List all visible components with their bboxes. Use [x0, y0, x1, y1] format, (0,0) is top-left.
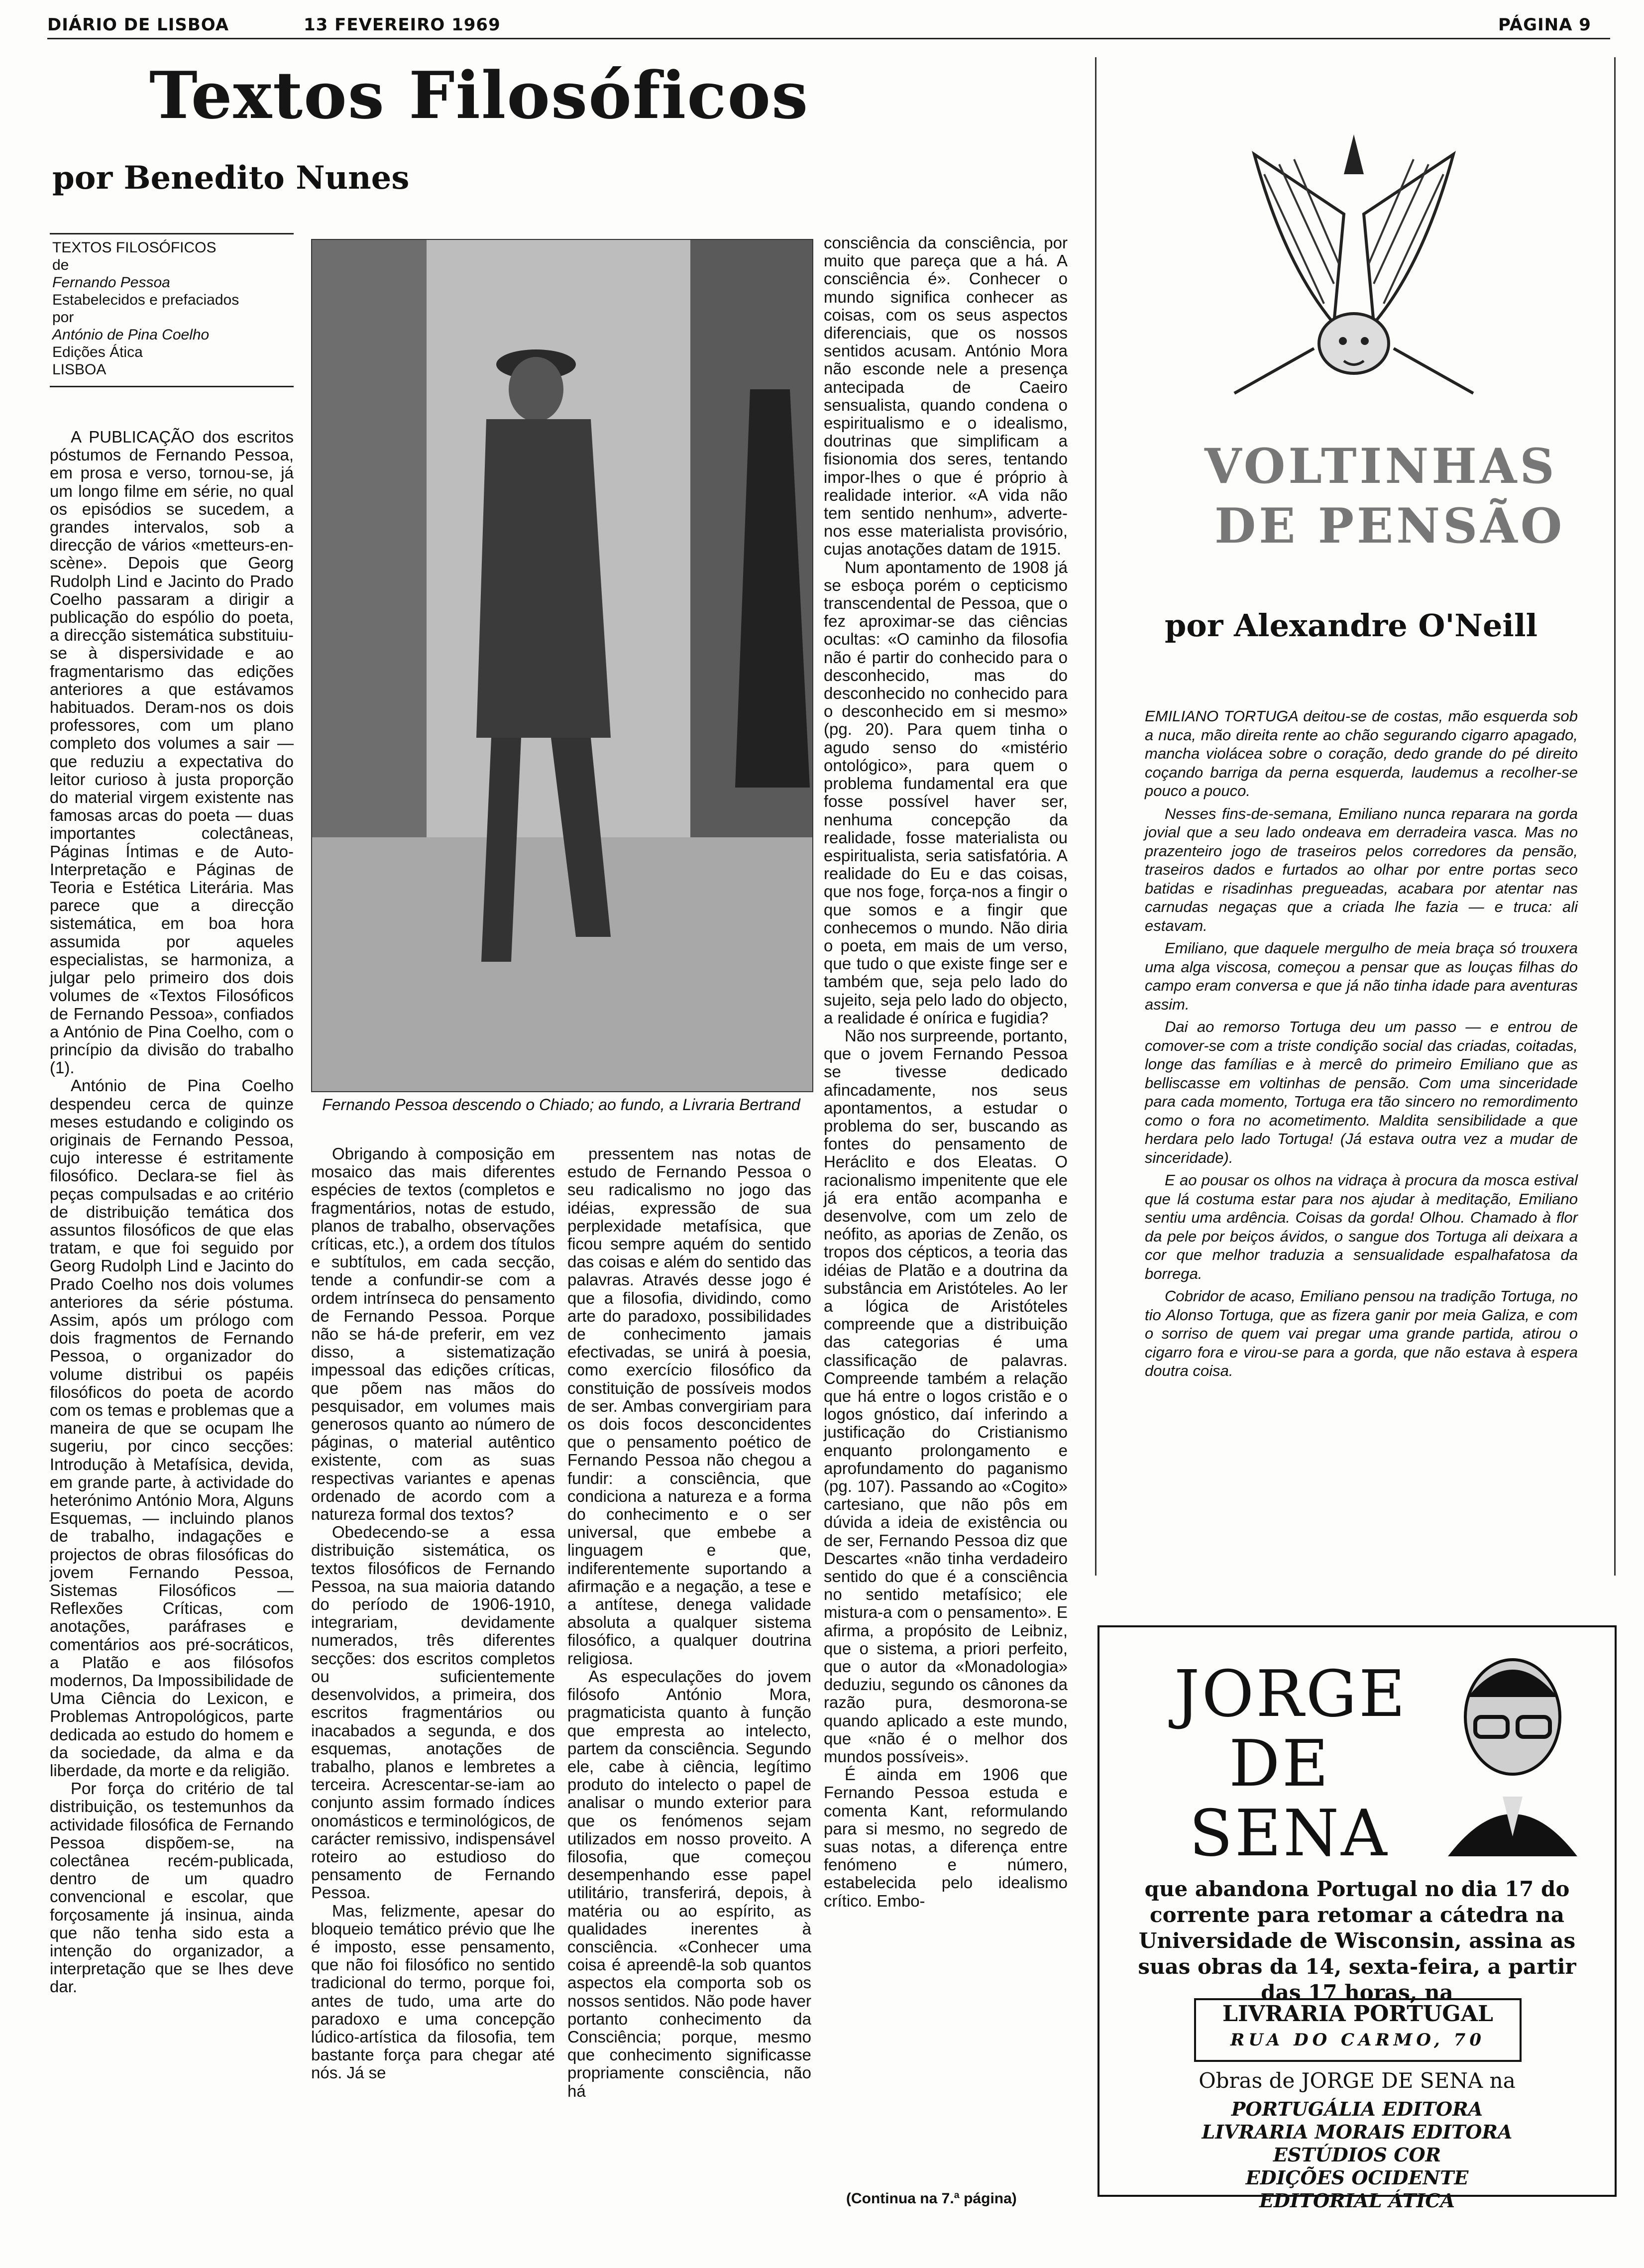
angel-icon — [1224, 114, 1483, 413]
story-paragraph: Dai ao remorso Tortuga deu um passo — e entrou de comover-se com a triste condição social das criadas, coitadas, longe das famílias e à mercê do primeiro Emiliano que as belliscasse em voltinhas de pensão. Com uma sinceridade para cada momento, Tortuga era tão sincero no remordimento como o fora no acometimento. Maldita sensibilidade a que herdara pelo lado Tortuga! (Já estava outra vez a mudar de sinceridade). — [1145, 1018, 1578, 1166]
photo-fernando-pessoa — [311, 239, 813, 1092]
story-paragraph: E ao pousar os olhos na vidraça à procura da mosca estival que lá costuma estar para nos ajudar à meditação, Emiliano sentiu uma ardência. Coisas da gorda! Olhou. Chamado à flor da pele por beiços ávidos, o sangue dos Tortuga ali deixara a cor que melhor traduzia a sensualidade espalhafatosa da borrega. — [1145, 1171, 1578, 1282]
sidebar-byline: por Alexandre O'Neill — [1165, 607, 1538, 644]
article-paragraph: Obrigando à composição em mosaico das mais diferentes espécies de textos (completos e fragmentários, notas de estudo, planos de trabalho, observações críticas, etc.), a ordem dos títulos e subtítulos, em cada secção, tende a confundir-se com a ordem intrínseca do pensamento de Fernando Pessoa. Porque não se há-de preferir, em vez disso, a sistematização impessoal das edições críticas, que põem nas mãos do pesquisador, em volumes mais generosos quanto ao número de páginas, o material autêntico existente, com as suas respectivas variantes e apenas ordenado de acordo com a natureza formal dos textos? — [311, 1144, 555, 1524]
photo-illustration — [312, 240, 812, 1091]
book-info-line: por — [52, 309, 74, 326]
publisher-item: EDIÇÕES OCIDENTE — [1245, 2166, 1469, 2189]
article-paragraph: consciência da consciência, por muito que pareça que a há. A consciência é». Conhecer o mundo significa conhecer as coisas, com os seus aspectos diferenciais, que os nossos sentidos acusam. António Mora não esconde nele a presença antecipada de Caeiro sensualista, quando condena o espiritualismo e o idealismo, doutrinas que simplificam a fisionomia dos seres, tentando impor-lhes o que é próprio à realidade interior. «A vida não tem sentido nenhum», adverte-nos esse materialista provisório, cujas anotações datam de 1915. — [824, 233, 1068, 559]
advert-jorge-de-sena — [1097, 1625, 1617, 2212]
feature-title-line2: DE PENSÃO — [1214, 498, 1565, 554]
book-info-line: de — [52, 257, 69, 273]
article-column-1 — [50, 428, 294, 1996]
author-portrait — [1438, 1647, 1587, 1858]
story-paragraph: Cobridor de acaso, Emiliano pensou na tradição Tortuga, no tio Alonso Tortuga, que as fizera ganir por meia Galiza, e com o sorriso de quem vai pregar uma grande partida, atirou o cigarro fora e virou-se para a gorda, que não estava à espera doutra coisa. — [1145, 1287, 1578, 1379]
photo-caption: Fernando Pessoa descendo o Chiado; ao fundo, a Livraria Bertrand — [322, 1096, 800, 1114]
advert-body: que abandona Portugal no dia 17 do corrente para retomar a cátedra na Universidade de Wisconsin, assina as suas obras da 14, sexta-feira, a partir das 17 horas, na — [1138, 1877, 1576, 2005]
article-column-3 — [567, 1145, 811, 2100]
book-info — [52, 239, 296, 378]
publisher-item: LIVRARIA MORAIS EDITORA — [1202, 2121, 1513, 2143]
story-paragraph: EMILIANO TORTUGA deitou-se de costas, mão esquerda sob a nuca, mão direita rente ao chão segurando cigarro apagado, mancha violácea sobre o coração, dedo grande do pé direito coçando barriga da perna esquerda, laudemus a recolher-se pouco a pouco. — [1145, 707, 1578, 799]
article-paragraph: António de Pina Coelho despendeu cerca de quinze meses estudando e coligindo os originais de Fernando Pessoa, cujo interesse é estritamente filosófico. Declara-se fiel às peças compulsadas e ao critério de distribuição temática dos assuntos filosóficos de que elas tratam, e que foi seguido por Georg Rudolph Lind e Jacinto do Prado Coelho nos dois volumes anteriores da série póstuma. Assim, após um prólogo com dois fragmentos de Fernando Pessoa, o organizador do volume distribui os papéis filosóficos do poeta de acordo com os temas e problemas que a maneira de que se ocupam lhe sugeriu, por cinco secções: Introdução à Metafísica, devida, em grande parte, à actividade do heterónimo António Mora, Alguns Esquemas, — incluindo planos de trabalho, indagações e projectos de obras filosóficas do jovem Fernando Pessoa, Sistemas Filosóficos — Reflexões Críticas, com anotações, paráfrases e comentários aos pré-socráticos, a Platão e aos filósofos modernos, Da Impossibilidade de Uma Ciência do Lexicon, e Problemas Antropológicos, parte dedicada ao estudo do homem e da sociedade, da alma e da liberdade, da morte e da religião. — [50, 1076, 294, 1780]
store-name: LIVRARIA PORTUGAL — [1222, 2001, 1493, 2027]
article-column-2 — [311, 1145, 555, 2082]
story-paragraph: Nesses fins-de-semana, Emiliano nunca reparara na gorda jovial que a seu lado ondeava em derradeira vasca. Mas no prazenteiro jogo de traseiros pelos corredores da pensão, traseiros dados e furtados ao olhar por entre portas seco batidas e risadinhas pregueadas, acabara por atentar nas carnudas negaças que a criada lhe fazia — e truca: ali estavam. — [1145, 804, 1578, 934]
book-info-line: LISBOA — [52, 361, 107, 378]
article-byline: por Benedito Nunes — [52, 159, 410, 197]
works-heading: Obras de JORGE DE SENA na — [1199, 2068, 1516, 2093]
winged-figure-illustration — [1224, 114, 1483, 415]
article-title: Textos Filosóficos — [149, 57, 809, 133]
portrait-illustration — [1438, 1647, 1587, 1856]
publisher-list — [1117, 2098, 1597, 2212]
store-address: RUA DO CARMO, 70 — [1230, 2030, 1485, 2050]
advert-name-line1: JORGE — [1174, 1657, 1408, 1731]
masthead-page: PÁGINA 9 — [1498, 15, 1591, 35]
book-info-line: TEXTOS FILOSÓFICOS — [52, 239, 217, 256]
masthead-date: 13 FEVEREIRO 1969 — [304, 15, 501, 35]
book-info-line: António de Pina Coelho — [52, 327, 210, 343]
book-info-line: Fernando Pessoa — [52, 274, 170, 291]
book-info-rule-bottom — [50, 386, 294, 387]
feature-title-line1: VOLTINHAS — [1205, 438, 1557, 494]
story-paragraph: Emiliano, que daquele mergulho de meia braça só trouxera uma alga viscosa, começou a pensar que as louças filhas do campo eram conversa e que já não tinha idade para aventuras assim. — [1145, 939, 1578, 1013]
article-paragraph: A PUBLICAÇÃO dos escritos póstumos de Fernando Pessoa, em prosa e verso, tornou-se, já um longo filme em série, no qual os episódios se sucedem, a grandes intervalos, sob a direcção de vários «metteurs-en-scène». Depois que Georg Rudolph Lind e Jacinto do Prado Coelho passaram a dirigir a publicação do espólio do poeta, a direcção sistemática substituiu-se à dispersividade e ao fragmentarismo das edições anteriores a que estávamos habituados. Deram-nos os dois professores, com um plano completo dos volumes a sair — que reduziu a expectativa do leitor curioso à justa proporção do material virgem existente nas famosas arcas do poeta — duas importantes colectâneas, Páginas Íntimas e de Auto-Interpretação e Páginas de Teoria e Estética Literária. Mas parece que a direcção sistemática, em boa hora assumida por aqueles especialistas, se harmoniza, a julgar pelo primeiro dos dois volumes de «Textos Filosóficos de Fernando Pessoa», confiados a António de Pina Coelho, com o princípio da divisão do trabalho (1). — [50, 428, 294, 1077]
book-info-line: Estabelecidos e prefaciados — [52, 292, 239, 308]
publisher-item: EDITORIAL ÁTICA — [1259, 2189, 1455, 2212]
advert-name-line2: DE — [1229, 1727, 1331, 1801]
continued-note: (Continua na 7.ª página) — [846, 2190, 1017, 2207]
article-paragraph: É ainda em 1906 que Fernando Pessoa estuda e comenta Kant, reformulando para si mesmo, no segredo de suas notas, a diferença entre fenómeno e número, estabelecida pelo idealismo crítico. Embo- — [824, 1765, 1068, 1910]
sidebar-story — [1145, 707, 1578, 1384]
article-paragraph: Mas, felizmente, apesar do bloqueio temático prévio que lhe é imposto, esse pensamento, que não foi filosófico no sentido tradicional do termo, porque foi, antes de tudo, uma arte do paradoxo e uma concepção lúdico-artística da filosofia, tem bastante força para chegar até nós. Já se — [311, 1901, 555, 2082]
article-column-4 — [824, 234, 1068, 1910]
article-paragraph: Num apontamento de 1908 já se esboça porém o cepticismo transcendental de Pessoa, que o fez aproximar-se das ciências ocultas: «O caminho da filosofia não é partir do conhecido para o desconhecido, mas do desconhecido no conhecido para o desconhecido em si mesmo» (pg. 20). Para quem tinha o agudo senso do «mistério ontológico», para quem o problema fundamental era que fosse possível haver ser, nenhuma concepção da realidade, fosse materialista ou espiritualista, seria satisfatória. A realidade do Eu e das coisas, que nos foge, força-nos a fingir o que somos e a fingir que conhecemos o mundo. Não diria o poeta, em mais de um verso, que tudo o que existe finge ser e também que, seja pelo lado do sujeito, seja pelo lado do objecto, a realidade é onírica e fugidia? — [824, 558, 1068, 1027]
store-box — [1194, 1998, 1522, 2062]
article-paragraph: Obedecendo-se a essa distribuição sistemática, os textos filosóficos de Fernando Pessoa, na sua maioria datando do período de 1906-1910, integrariam, devidamente numerados, três diferentes secções: dos escritos completos ou suficientemente desenvolvidos, a primeira, dos escritos fragmentários ou inacabados a segunda, e dos esquemas, anotações de trabalho, planos e lembretes a terceira. Acrescentar-se-iam ao conjunto assim formado índices onomásticos e terminológicos, de carácter remissivo, indispensável roteiro ao estudioso do pensamento de Fernando Pessoa. — [311, 1523, 555, 1902]
article-paragraph: Não nos surpreende, portanto, que o jovem Fernando Pessoa se tivesse dedicado afincadamente, nos seus apontamentos, a estudar o problema do ser, buscando as fontes do pensamento de Heráclito e dos Eleatas. O racionalismo impenitente que ele já era então acompanha e desenvolve, com um zelo de neófito, as aporias de Zenão, os tropos dos cépticos, a teoria das idéias de Platão e a doutrina da substância em Aristóteles. Ao ler a lógica de Aristóteles compreende que a distribuição das categorias é uma classificação de palavras. Compreende também a relação que há entre o logos cristão e o logos gnóstico, daí inferindo a justificação do Cristianismo enquanto prolongamento e aprofundamento do paganismo (pg. 107). Passando ao «Cogito» cartesiano, que não pôs em dúvida a ideia de existência ou de ser, Fernando Pessoa diz que Descartes «não tinha verdadeiro sentido do que é a consciência no sentido metafísico; ele mistura-a com o pensamento». E afirma, a propósito de Leibniz, que o sistema, a priori perfeito, que o autor da «Monadologia» deduziu, segundo os cânones da razão pura, desmorona-se quando aplicado a este mundo, que «não é o melhor dos mundos possíveis». — [824, 1026, 1068, 1766]
publisher-item: PORTUGÁLIA EDITORA — [1231, 2098, 1483, 2120]
article-paragraph: As especulações do jovem filósofo António Mora, pragmaticista quanto à função que empresta ao intelecto, partem da consciência. Segundo ele, cabe à ciência, legítimo produto do intelecto o papel de analisar o mundo exterior para que os fenómenos sejam utilizados em nosso proveito. A filosofia, que começou desempenhando esse papel utilitário, transferirá, depois, à matéria ou ao espírito, as qualidades inerentes à consciência. «Conhecer uma coisa é apreendê-la sob quantos aspectos ela comporta sob os nossos sentidos. Não pode haver portanto conhecimento da Consciência; porque, mesmo que conhecimento significasse propriamente consciência, não há — [567, 1667, 811, 2100]
advert-name-line3: SENA — [1189, 1797, 1389, 1871]
publisher-item: ESTÚDIOS COR — [1273, 2144, 1441, 2166]
masthead-paper: DIÁRIO DE LISBOA — [47, 15, 229, 35]
masthead-rule — [47, 38, 1610, 39]
article-paragraph: Por força do critério de tal distribuição, os testemunhos da actividade filosófica de Fernando Pessoa dispõem-se, na colectânea recém-publicada, dentro de um quadro convencional e escolar, que forçosamente já insinua, ainda que não tenha sido esta a intenção do organizador, a interpretação que se lhes deve dar. — [50, 1779, 294, 1996]
article-paragraph: pressentem nas notas de estudo de Fernando Pessoa o seu radicalismo no jogo das idéias, expressão de sua perplexidade metafísica, que ficou sempre aquém do sentido das coisas e além do sentido das palavras. Através desse jogo é que a filosofia, dividindo, como arte do paradoxo, possibilidades de conhecimento jamais efectivadas, se unirá à poesia, como exercício filosófico da constituição de possíveis modos de ser. Ambas convergiriam para os dois focos desconcidentes que o pensamento poético de Fernando Pessoa não chegou a fundir: a consciência, que condiciona a natureza e a forma do conhecimento e o ser universal, que embebe a linguagem e que, indiferentemente suportando a afirmação e a negação, a tese e a antítese, denega validade absoluta a qualquer sistema filosófico, a qualquer doutrina religiosa. — [567, 1144, 811, 1668]
book-info-line: Edições Ática — [52, 344, 143, 360]
book-info-rule-top — [50, 233, 294, 234]
